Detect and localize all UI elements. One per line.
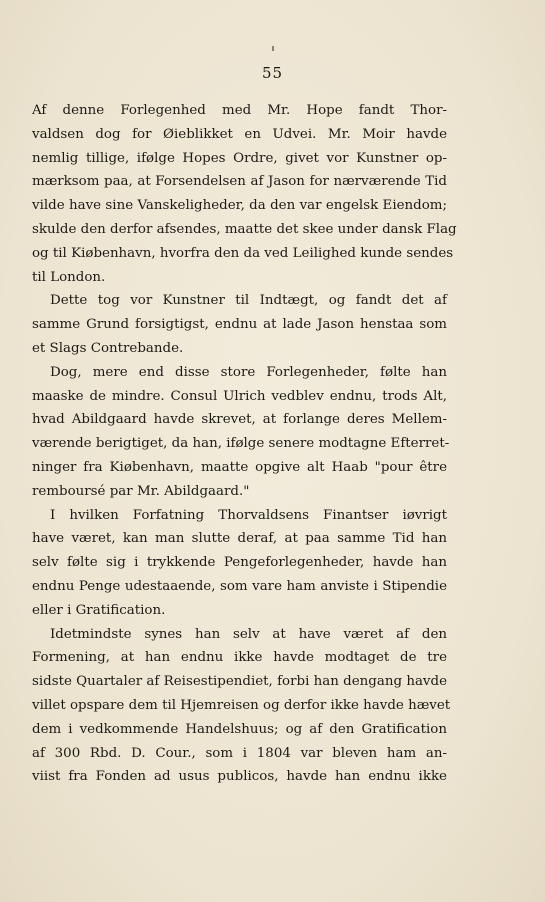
text-line: Idetmindste synes han selv at have været af den <box>50 626 447 642</box>
text-line: hvad Abildgaard havde skrevet, at forlange deres Mellem- <box>32 412 447 428</box>
text-line: I hvilken Forfatning Thorvaldsens Finantser iøvrigt <box>50 507 447 523</box>
text-line: Af denne Forlegenhed med Mr. Hope fandt Thor- <box>32 103 447 118</box>
text-line: Dette tog vor Kunstner til Indtægt, og fandt det af <box>50 293 447 309</box>
text-line: endnu Penge udestaaende, som vare ham anviste i Stipendie <box>32 578 447 594</box>
text-line: skulde den derfor afsendes, maatte det skee under dansk Flag <box>32 221 457 237</box>
text-line: maaske de mindre. Consul Ulrich vedblev endnu, trods Alt, <box>32 388 447 404</box>
text-line: ninger fra Kiøbenhavn, maatte opgive alt Haab "pour être <box>32 459 447 475</box>
body-text <box>32 99 457 789</box>
text-line: et Slags Contrebande. <box>32 340 184 356</box>
text-line: vilde have sine Vanskeligheder, da den var engelsk Eiendom; <box>32 198 447 214</box>
printing-speck <box>272 46 274 51</box>
text-line: og til Kiøbenhavn, hvorfra den da ved Leilighed kunde sendes <box>32 245 454 261</box>
text-line: nemlig tillige, ifølge Hopes Ordre, givet vor Kunstner op- <box>32 150 447 166</box>
text-line: Formening, at han endnu ikke havde modtaget de tre <box>32 650 447 666</box>
text-line: af 300 Rbd. D. Cour., som i 1804 var bleven ham an- <box>32 745 447 761</box>
text-line: samme Grund forsigtigst, endnu at lade Jason henstaa som <box>32 317 447 333</box>
text-line: viist fra Fonden ad usus publicos, havde han endnu ikke <box>32 769 447 785</box>
text-line: værende berigtiget, da han, ifølge senere modtagne Efterret- <box>32 436 450 452</box>
text-line: til London. <box>32 269 106 285</box>
text-line: villet opspare dem til Hjemreisen og derfor ikke havde hævet <box>32 697 451 713</box>
text-line: have været, kan man slutte deraf, at paa samme Tid han <box>32 531 447 547</box>
text-line: dem i vedkommende Handelshuus; og af den Gratification <box>32 721 447 737</box>
text-line: remboursé par Mr. Abildgaard." <box>32 483 250 499</box>
text-line: eller i Gratification. <box>32 602 166 618</box>
page-number: 55 <box>261 64 284 82</box>
text-line: mærksom paa, at Forsendelsen af Jason for nærværende Tid <box>32 174 447 190</box>
text-line: sidste Quartaler af Reisestipendiet, forbi han dengang havde <box>32 674 447 690</box>
text-line: valdsen dog for Øieblikket en Udvei. Mr. Moir havde <box>32 126 447 142</box>
text-line: selv følte sig i trykkende Pengeforlegenheder, havde han <box>32 555 447 571</box>
text-line: Dog, mere end disse store Forlegenheder, følte han <box>50 364 447 380</box>
